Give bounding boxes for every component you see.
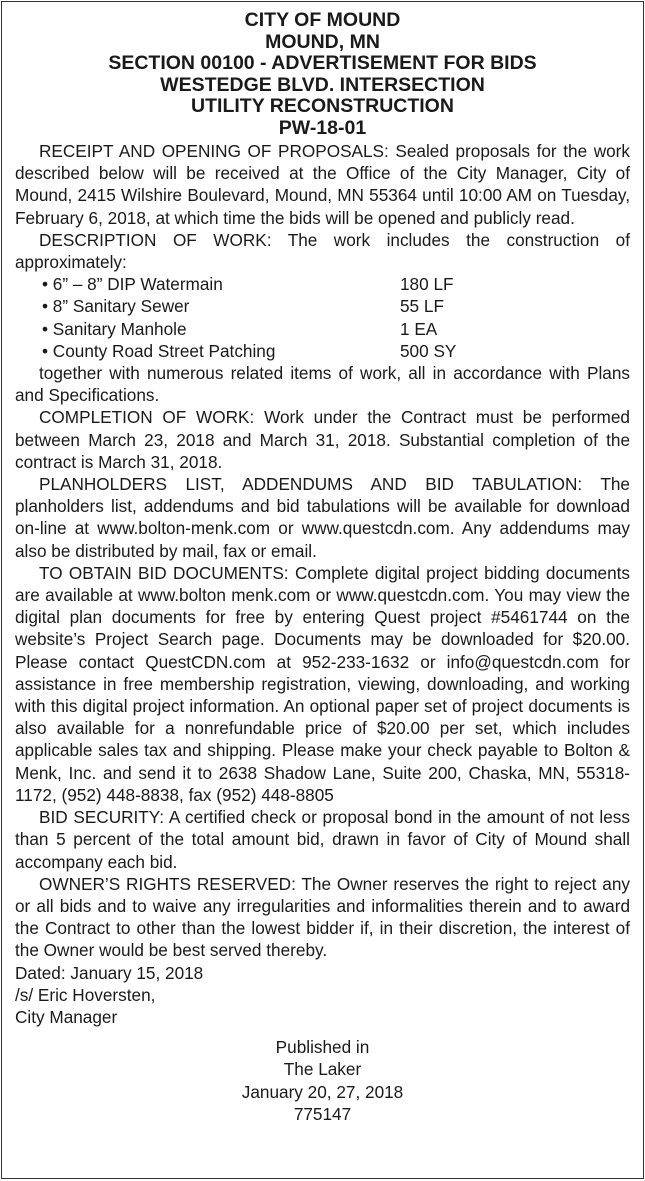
bid-security-paragraph: BID SECURITY: A certified check or proposal bond in the amount of not less than 5 percent of the total amount bid, drawn in favor of City of Mound shall accompany each bid. — [15, 807, 630, 872]
obtain-documents-paragraph: TO OBTAIN BID DOCUMENTS: Complete digital project bidding documents are available at www.bolton menk.com or www.questcdn.com. You may view the digital plan documents for free by entering Quest project #5461744 on the website’s Project Search page. Documents may be downloaded for $20.00. Please contact QuestCDN.com at 952-233-1632 or info@questcdn.com for assistance in free membership registration, viewing, downloading, and working with this digital project information. An optional paper set of project documents is also available for a nonrefundable price of $20.00 per set, which includes applicable sales tax and shipping. Please make your check payable to Bolton & Menk, Inc. and send it to 2638 Shadow Lane, Suite 200, Chaska, MN, 55318-1172, (952) 448-8838, fax (952) 448-8805 — [15, 562, 630, 805]
header-project-type: UTILITY RECONSTRUCTION — [191, 95, 454, 117]
work-item-quantity: 500 SY — [400, 340, 457, 361]
publication-block — [15, 1036, 630, 1125]
work-item — [15, 273, 630, 295]
work-item — [15, 318, 630, 340]
signature-line: /s/ Eric Hoversten, — [15, 984, 156, 1005]
header-section: SECTION 00100 - ADVERTISEMENT FOR BIDS — [108, 52, 537, 74]
header-project: WESTEDGE BLVD. INTERSECTION — [160, 73, 485, 96]
work-item-quantity: 1 EA — [400, 318, 438, 339]
work-item-quantity: 180 LF — [400, 274, 454, 295]
notice-body — [15, 140, 630, 1125]
receipt-paragraph: RECEIPT AND OPENING OF PROPOSALS: Sealed proposals for the work described below will be received at the Office of the City Manager, City of Mound, 2415 Wilshire Boulevard, Mound, MN 55364 until 10:00 AM on Tuesday, February 6, 2018, at which time the bids will be opened and publicly read. — [15, 141, 630, 228]
notice-header — [15, 10, 630, 139]
header-location: MOUND, MN — [265, 30, 380, 53]
work-item-quantity: 55 LF — [400, 296, 444, 317]
signoff-block — [15, 962, 630, 1029]
work-item-name: • County Road Street Patching — [42, 340, 276, 361]
work-items-list — [15, 273, 630, 362]
work-item — [15, 295, 630, 317]
legal-notice — [1, 1, 644, 1179]
notice-id: 775147 — [293, 1103, 352, 1124]
planholders-paragraph: PLANHOLDERS LIST, ADDENDUMS AND BID TABULATION: The planholders list, addendums and bid tabulations will be available for download on-line at www.bolton-menk.com or www.questcdn.com. Any addendums may also be distributed by mail, fax or email. — [15, 474, 630, 561]
publication-name: The Laker — [283, 1059, 362, 1080]
publication-dates: January 20, 27, 2018 — [241, 1081, 404, 1102]
owners-rights-paragraph: OWNER’S RIGHTS RESERVED: The Owner reserves the right to reject any or all bids and to waive any irregularities and informalities therein and to award the Contract to other than the lowest bidder if, in their discretion, the interest of the Owner would be best served thereby. — [15, 873, 630, 961]
header-city: CITY OF MOUND — [244, 9, 401, 31]
completion-paragraph: COMPLETION OF WORK: Work under the Contract must be performed between March 23, 2018 and March 31, 2018. Substantial completion of the contract is March 31, 2018. — [15, 407, 630, 472]
work-item-name: • 8” Sanitary Sewer — [42, 296, 190, 317]
work-item — [15, 340, 630, 362]
published-in-label: Published in — [275, 1037, 370, 1058]
description-paragraph: DESCRIPTION OF WORK: The work includes the construction of approximately: — [15, 229, 630, 273]
together-paragraph: together with numerous related items of work, all in accordance with Plans and Specifications. — [15, 363, 630, 406]
work-item-name: • 6” – 8” DIP Watermain — [42, 274, 223, 295]
signatory-title: City Manager — [15, 1006, 118, 1027]
dated-line: Dated: January 15, 2018 — [15, 962, 204, 983]
work-item-name: • Sanitary Manhole — [42, 318, 187, 339]
header-project-number: PW-18-01 — [278, 116, 367, 139]
